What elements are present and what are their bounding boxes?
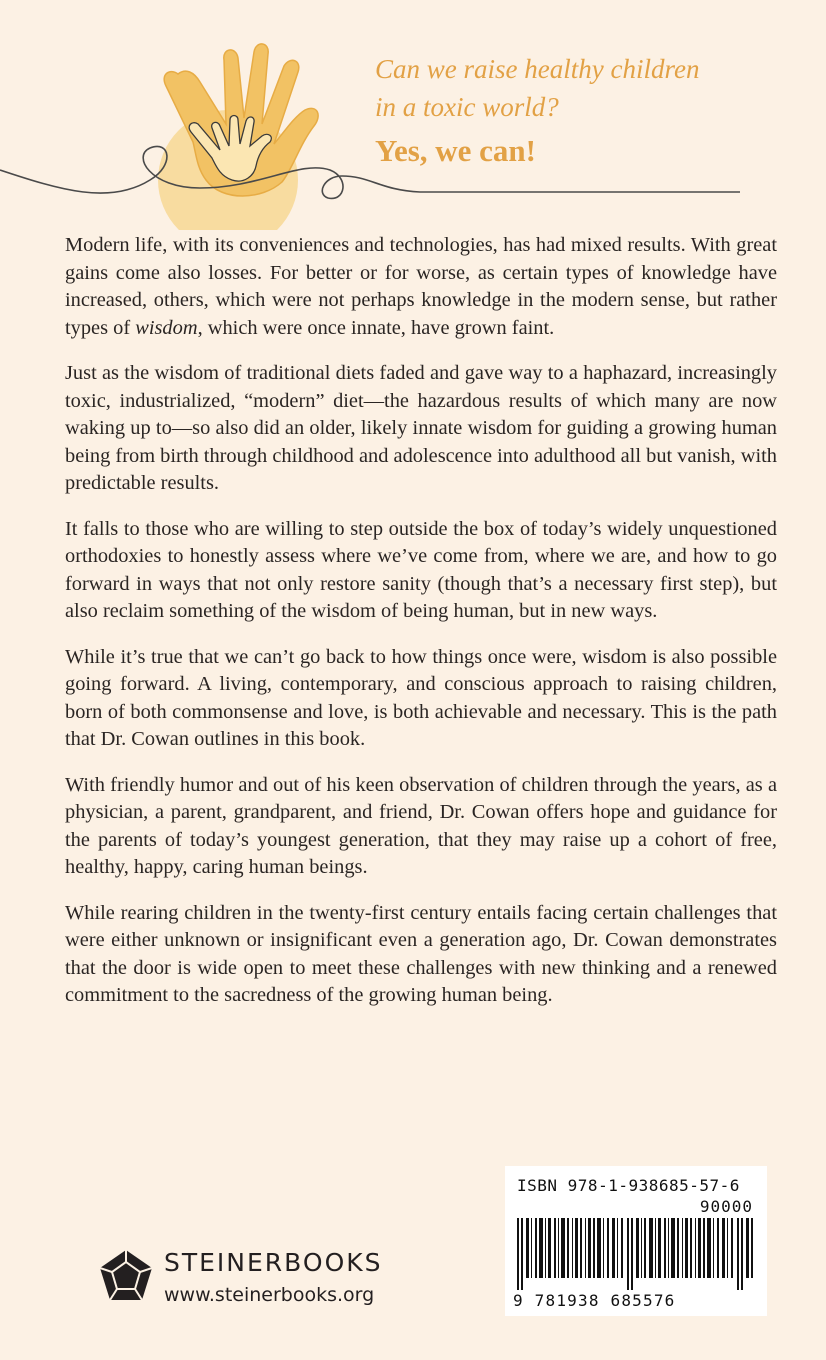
body-copy bbox=[65, 232, 777, 1028]
emphasis-text: wisdom bbox=[135, 316, 198, 339]
paragraph-text: , which were once innate, have grown faint. bbox=[197, 316, 555, 339]
paragraph: With friendly humor and out of his keen observation of children through the years, as a physician, a parent, grandparent, and friend, Dr. Cowan offers hope and guidance for the parents of today’s youngest generation, that they may raise up a cohort of free, healthy, happy, caring human beings. bbox=[65, 773, 777, 878]
dodecahedron-icon bbox=[96, 1248, 156, 1308]
barcode-bars bbox=[517, 1218, 755, 1290]
tagline bbox=[375, 50, 815, 173]
paragraph: While rearing children in the twenty-first century entails facing certain challenges that were either unknown or insignificant even a generation ago, Dr. Cowan demonstrates that the door is wide open to meet these challenges with new thinking and a renewed commitment to the sacredness of the growing human being. bbox=[65, 901, 777, 1006]
paragraph: Just as the wisdom of traditional diets faded and gave way to a haphazard, increasingly toxic, industrialized, “modern” diet—the hazardous results of which many are now waking up to—so also did an older, likely innate wisdom for guiding a growing human being from birth through childhood and adolescence into adulthood all but vanish, with predictable results. bbox=[65, 362, 777, 494]
paragraph: It falls to those who are willing to step outside the box of today’s widely unquestioned orthodoxies to honestly assess where we’ve come from, where we are, and how to go forward in ways that not only restore sanity (though that’s a necessary first step), but also reclaim something of the wisdom of being human, but in new ways. bbox=[65, 517, 777, 622]
ean-digits: 9 781938 685576 bbox=[513, 1291, 676, 1310]
isbn-text: ISBN 978-1-938685-57-6 bbox=[517, 1176, 740, 1195]
tagline-answer: Yes, we can! bbox=[375, 133, 536, 168]
price-code: 90000 bbox=[699, 1197, 753, 1216]
tagline-question-line: Can we raise healthy children bbox=[375, 54, 700, 84]
barcode-box bbox=[505, 1166, 767, 1316]
publisher-url[interactable]: www.steinerbooks.org bbox=[164, 1284, 375, 1306]
tagline-question-line: in a toxic world? bbox=[375, 92, 559, 122]
paragraph: While it’s true that we can’t go back to how things once were, wisdom is also possible going forward. A living, contemporary, and conscious approach to raising children, born of both commonsense and love, is both achievable and necessary. This is the path that Dr. Cowan outlines in this book. bbox=[65, 645, 777, 750]
publisher-name: STEINERBOOKS bbox=[164, 1248, 383, 1277]
paragraph-text: Modern life, with its conveniences and technologies, has had mixed results. With great gains come also losses. For better or for worse, as certain types of knowledge have increased, others, which were not perhaps knowledge in the modern sense, but rather types of bbox=[65, 234, 777, 339]
paragraph bbox=[65, 232, 777, 342]
publisher-block bbox=[96, 1244, 416, 1314]
tagline-question bbox=[375, 50, 815, 126]
